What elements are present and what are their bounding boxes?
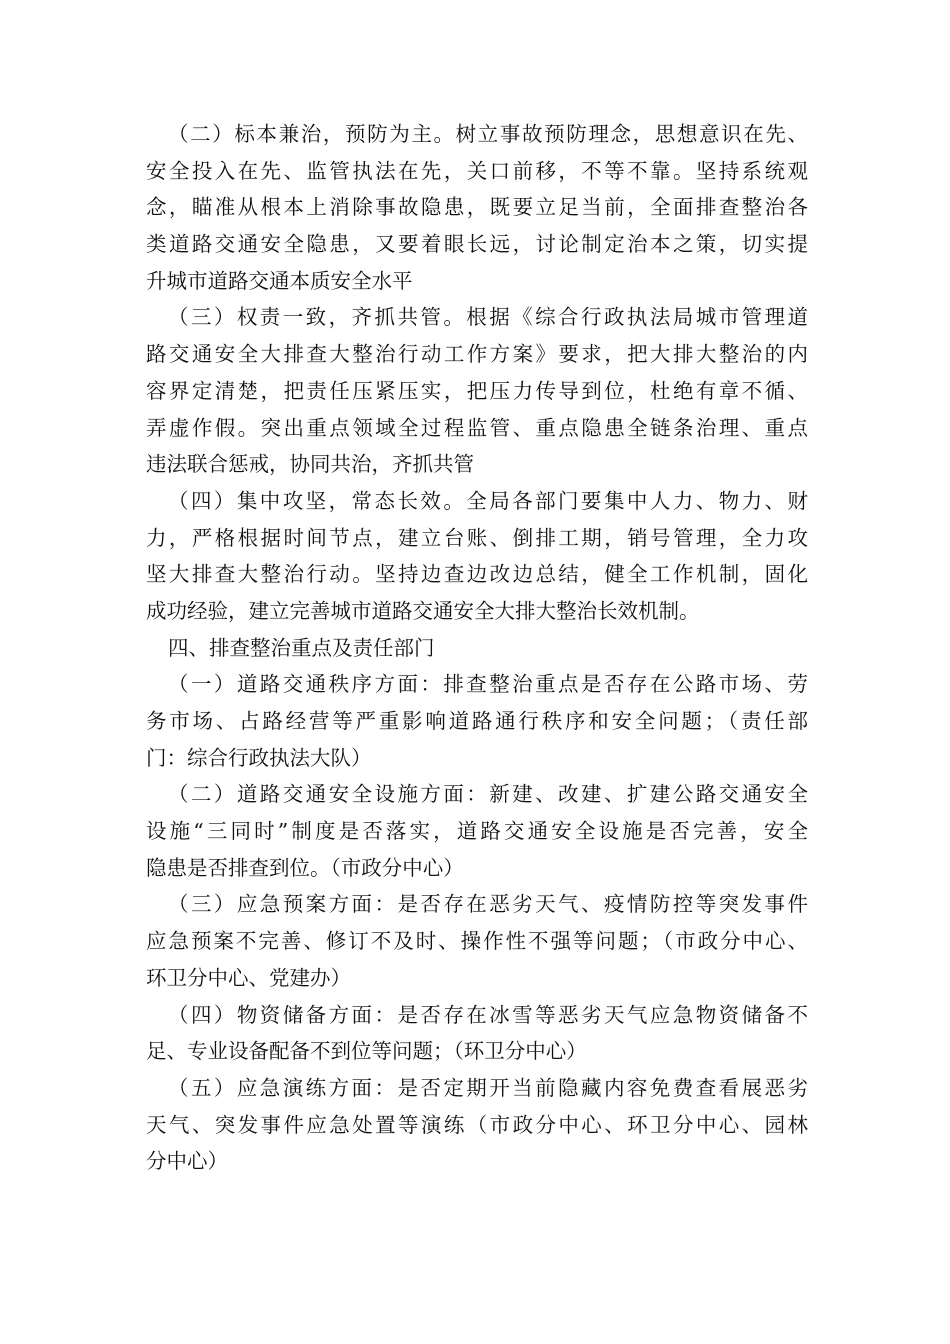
text-line: （二）标本兼治，预防为主。树立事故预防理念，思想意识在先、: [168, 122, 808, 146]
text-line: 门：综合行政执法大队）: [146, 745, 372, 770]
paragraph-item-2: [146, 776, 808, 886]
text-line: （五）应急演练方面：是否定期开当前隐藏内容免费查看展恶劣: [168, 1075, 808, 1100]
text-line: 分中心）: [146, 1149, 228, 1174]
text-line: （四）物资储备方面：是否存在冰雪等恶劣天气应急物资储备不: [168, 1002, 808, 1027]
text-line: 坚大排查大整治行动。坚持边查边改边总结，健全工作机制，固化: [146, 562, 808, 587]
text-line: （二）道路交通安全设施方面：新建、改建、扩建公路交通安全: [168, 782, 808, 807]
text-line: 设施“三同时”制度是否落实，道路交通安全设施是否完善，安全: [146, 819, 808, 844]
text-line: 力，严格根据时间节点，建立台账、倒排工期，销号管理，全力攻: [146, 525, 808, 550]
section-heading-4: [146, 630, 808, 667]
text-line: 足、专业设备配备不到位等问题；（环卫分中心）: [146, 1039, 587, 1064]
text-line: 隐患是否排查到位。（市政分中心）: [146, 855, 464, 880]
text-line: 成功经验，建立完善城市道路交通安全大排大整治长效机制。: [146, 598, 700, 623]
text-line: 违法联合惩戒，协同共治，齐抓共管: [146, 452, 474, 477]
text-line: 念，瞄准从根本上消除事故隐患，既要立足当前，全面排查整治各: [146, 195, 808, 220]
text-line: 升城市道路交通本质安全水平: [146, 268, 413, 293]
text-line: （一）道路交通秩序方面：排查整治重点是否存在公路市场、劳: [168, 672, 808, 697]
paragraph-principle-4: [146, 483, 808, 630]
section-heading: 四、排查整治重点及责任部门: [168, 635, 435, 660]
paragraph-item-1: [146, 666, 808, 776]
text-line: 安全投入在先、监管执法在先，关口前移，不等不靠。坚持系统观: [146, 158, 808, 183]
text-line: 类道路交通安全隐患，又要着眼长远，讨论制定治本之策，切实提: [146, 232, 808, 257]
text-line: 路交通安全大排查大整治行动工作方案》要求，把大排大整治的内: [146, 342, 808, 367]
text-line: 务市场、占路经营等严重影响道路通行秩序和安全问题；（责任部: [146, 709, 808, 733]
paragraph-item-5: [146, 1070, 808, 1180]
paragraph-item-3: [146, 886, 808, 996]
text-line: 容界定清楚，把责任压紧压实，把压力传导到位，杜绝有章不循、: [146, 378, 808, 403]
text-line: （四）集中攻坚，常态长效。全局各部门要集中人力、物力、财: [168, 488, 808, 513]
text-line: （三）权责一致，齐抓共管。根据《综合行政执法局城市管理道: [168, 305, 808, 330]
text-line: 弄虚作假。突出重点领域全过程监管、重点隐患全链条治理、重点: [146, 415, 808, 440]
paragraph-principle-2: [146, 116, 808, 299]
paragraph-item-4: [146, 997, 808, 1070]
text-line: 天气、突发事件应急处置等演练（市政分中心、环卫分中心、园林: [146, 1112, 808, 1137]
text-line: （三）应急预案方面：是否存在恶劣天气、疫情防控等突发事件: [168, 892, 808, 917]
paragraph-principle-3: [146, 299, 808, 482]
document-body: [146, 116, 808, 1180]
text-line: 环卫分中心、党建办）: [146, 965, 351, 990]
text-line: 应急预案不完善、修订不及时、操作性不强等问题；（市政分中心、: [146, 929, 808, 954]
